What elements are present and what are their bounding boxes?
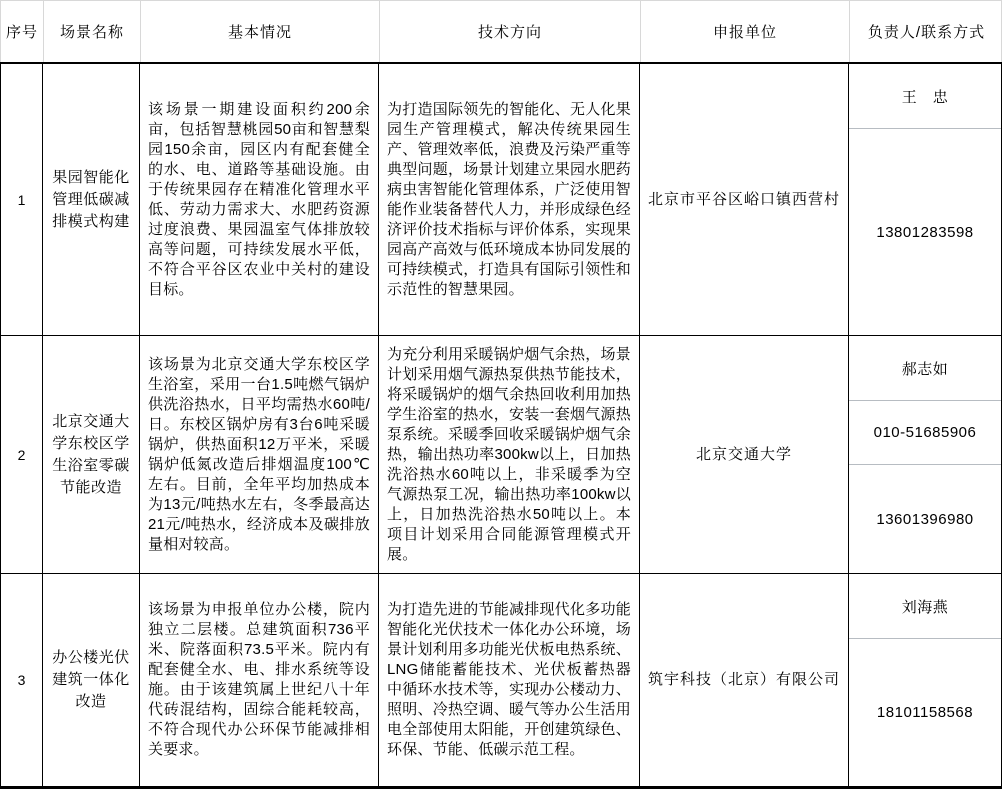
column-header: 负责人/联系方式 <box>849 1 1002 62</box>
column-header: 技术方向 <box>379 1 640 62</box>
applicant-cell: 筑宇科技（北京）有限公司 <box>639 574 848 786</box>
row-number-cell: 3 <box>17 672 26 688</box>
column-header: 基本情况 <box>140 1 379 62</box>
row-number-cell: 1 <box>17 191 26 208</box>
contact-entry: 18101158568 <box>849 638 1001 786</box>
applicant-cell: 北京交通大学 <box>639 336 848 573</box>
contact-entry: 郝志如 <box>901 360 949 378</box>
basic-info-text: 该场景为申报单位办公楼，院内独立二层楼。总建筑面积736平米、院落面积73.5平米。院内有配套健全水、电、排水系统等设施。由于该建筑属上世纪八十年代砖混结构，固综合能耗较高，不符合现代办公环保节能减排相关要求。 <box>148 601 370 758</box>
contact-entry: 刘海燕 <box>901 598 949 616</box>
basic-info-cell <box>139 64 378 335</box>
tech-direction-text: 为打造先进的节能减排现代化多功能智能化光伏技术一体化办公环境，场景计划利用多功能光伏板电热系统、LNG储能蓄能技术、光伏板蓄热器中循环水技术等，实现办公楼动力、照明、冷热空调、暖气等办公生活用电全部使用太阳能，开创建筑绿色、环保、节能、低碳示范工程。 <box>387 601 631 758</box>
table-row <box>1 64 1001 335</box>
tech-direction-cell <box>378 574 639 786</box>
tech-direction-text: 为打造国际领先的智能化、无人化果园生产管理模式，解决传统果园生产、管理效率低，浪费及污染严重等典型问题，场景计划建立果园水肥药病虫害智能化管理体系，广泛使用智能作业装备替代人力，并形成绿色经济评价技术指标与评价体系，实现果园高产高效与低环境成本协同发展的可持续模式，打造具有国际引领性和示范性的智慧果园。 <box>387 100 631 298</box>
column-header: 申报单位 <box>640 1 849 62</box>
table-row <box>1 573 1001 786</box>
basic-info-text: 该场景为北京交通大学东校区学生浴室，采用一台1.5吨燃气锅炉供洗浴热水，日平均需热水60吨/日。东校区锅炉房有3台6吨采暖锅炉，供热面积12万平米，采暖锅炉低氮改造后排烟温度100℃左右。目前，全年平均加热成本为13元/吨热水左右，冬季最高达21元/吨热水，经济成本及碳排放量相对较高。 <box>148 355 370 553</box>
contact-entry: 13601396980 <box>849 464 1001 573</box>
basic-info-text: 该场景一期建设面积约200余亩，包括智慧桃园50亩和智慧梨园150余亩，园区内有配套健全的水、电、道路等基础设施。由于传统果园存在精准化管理水平低、劳动力需求大、水肥药资源过度浪费、果园温室气体排放较高等问题，可持续发展水平低，不符合平谷区农业中关村的建设目标。 <box>148 100 370 298</box>
tech-direction-cell <box>378 336 639 573</box>
tech-direction-text: 为充分利用采暖锅炉烟气余热，场景计划采用烟气源热泵供热节能技术，将采暖锅炉的烟气余热回收利用加热学生浴室的热水，安装一套烟气源热泵系统。采暖季回收采暖锅炉烟气余热，输出热功率300kw以上，日加热洗浴热水60吨以上，非采暖季为空气源热泵工况，输出热功率100kw以上，日加热洗浴热水50吨以上。本项目计划采用合同能源管理模式开展。 <box>387 345 631 563</box>
contact-entry: 010-51685906 <box>849 400 1001 464</box>
contact-entry: 王 忠 <box>901 88 949 106</box>
table-header-row <box>0 0 1002 62</box>
scene-name-cell: 办公楼光伏建筑一体化改造 <box>42 574 139 786</box>
column-header: 场景名称 <box>43 1 140 62</box>
scene-name-cell: 北京交通大学东校区学生浴室零碳节能改造 <box>42 336 139 573</box>
column-header: 序号 <box>5 24 38 41</box>
contact-cell <box>848 336 1001 573</box>
tech-direction-cell <box>378 64 639 335</box>
contact-cell <box>848 64 1001 335</box>
scene-name-cell: 果园智能化管理低碳减排模式构建 <box>42 64 139 335</box>
table-body <box>0 62 1002 789</box>
row-number-cell: 2 <box>17 446 26 463</box>
basic-info-cell <box>139 336 378 573</box>
contact-cell <box>848 574 1001 786</box>
basic-info-cell <box>139 574 378 786</box>
applicant-cell: 北京市平谷区峪口镇西营村 <box>639 64 848 335</box>
contact-entry: 13801283598 <box>849 128 1001 335</box>
table-row <box>1 335 1001 573</box>
